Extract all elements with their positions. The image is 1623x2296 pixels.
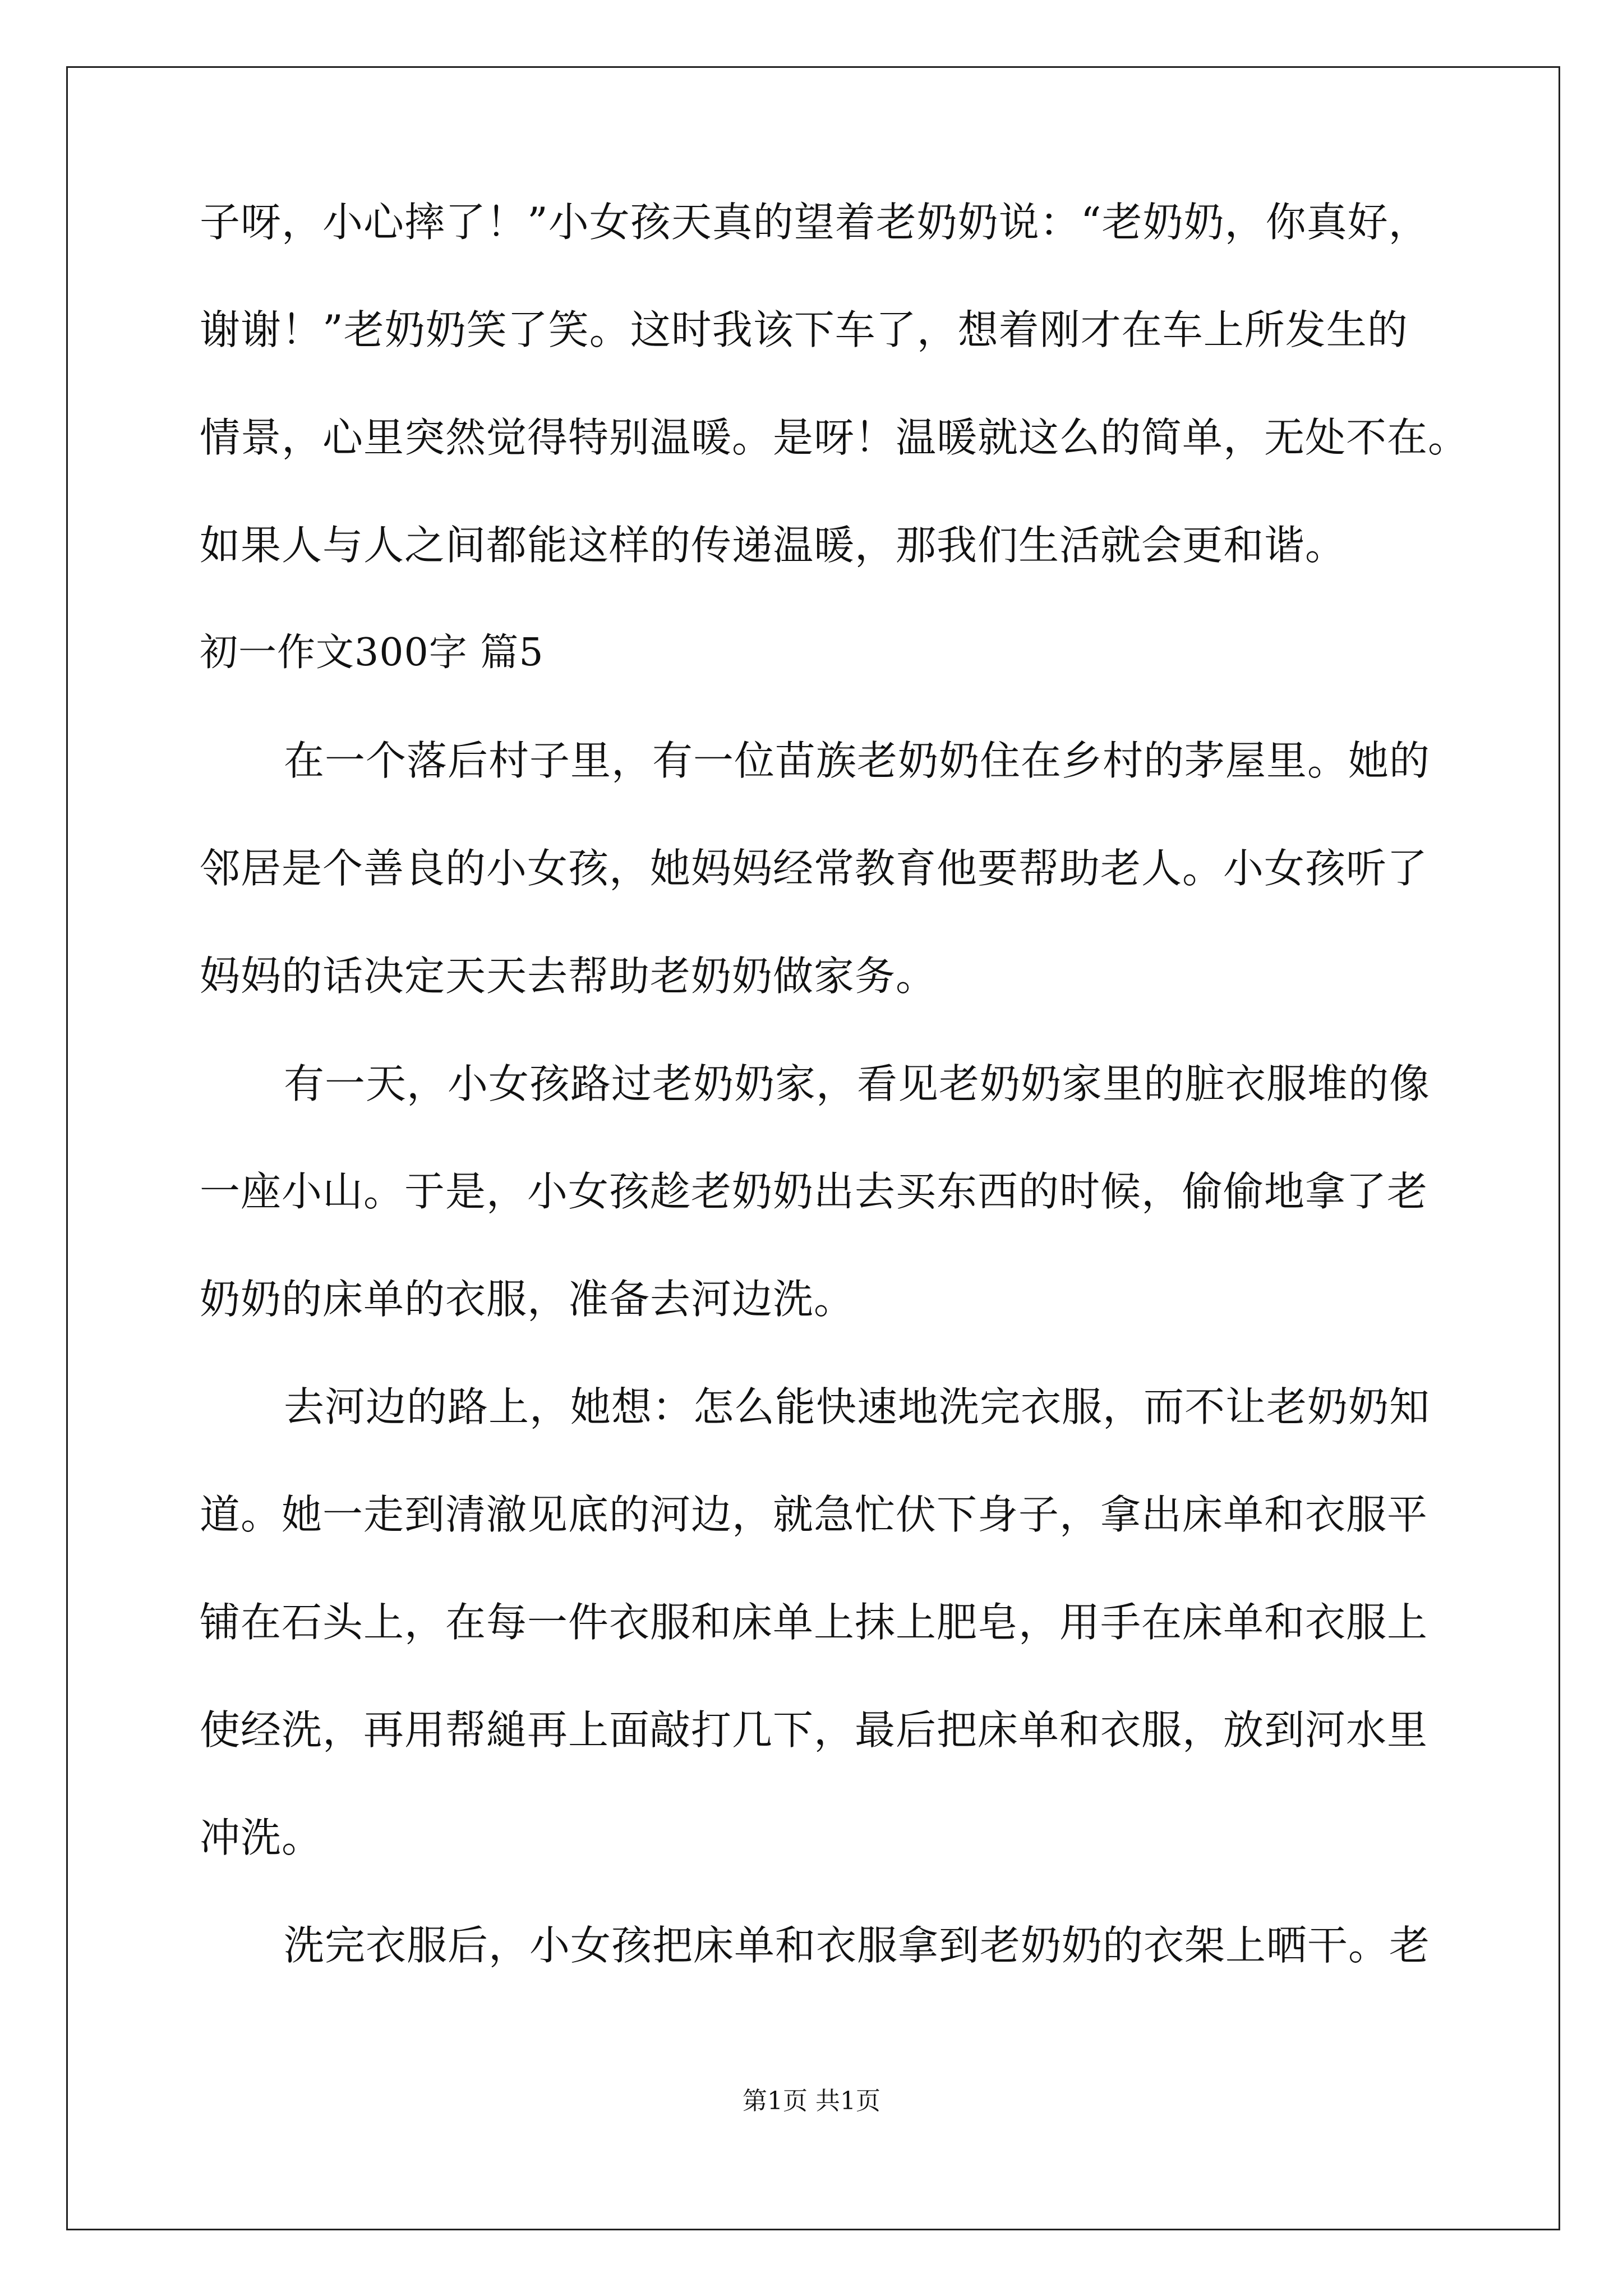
page-number: 第1页 共1页 — [743, 2087, 880, 2115]
text-line: 谢谢！”老奶奶笑了笑。这时我该下车了，想着刚才在车上所发生的 — [200, 306, 1408, 353]
section-heading: 初一作文300字 篇5 — [200, 631, 544, 675]
text-line: 道。她一走到清澈见底的河边，就急忙伏下身子，拿出床单和衣服平 — [200, 1491, 1428, 1538]
text-line: 奶奶的床单的衣服，准备去河边洗。 — [200, 1276, 855, 1323]
paragraph-first-line: 洗完衣服后，小女孩把床单和衣服拿到老奶奶的衣架上晒干。老 — [284, 1922, 1431, 1969]
paragraph-first-line: 在一个落后村子里，有一位苗族老奶奶住在乡村的茅屋里。她的 — [284, 737, 1431, 784]
text-line: 如果人与人之间都能这样的传递温暖，那我们生活就会更和谐。 — [200, 522, 1347, 569]
paragraph-first-line: 去河边的路上，她想：怎么能快速地洗完衣服，而不让老奶奶知 — [284, 1383, 1431, 1430]
text-line: 铺在石头上，在每一件衣服和床单上抹上肥皂，用手在床单和衣服上 — [200, 1599, 1428, 1646]
document-body — [200, 199, 1469, 2033]
text-line: 子呀，小心摔了！”小女孩天真的望着老奶奶说：“老奶奶，你真好， — [200, 199, 1430, 246]
text-line: 一座小山。于是，小女孩趁老奶奶出去买东西的时候，偷偷地拿了老 — [200, 1168, 1428, 1215]
text-line: 邻居是个善良的小女孩，她妈妈经常教育他要帮助老人。小女孩听了 — [200, 845, 1428, 892]
text-line: 情景，心里突然觉得特别温暖。是呀！温暖就这么的简单，无处不在。 — [200, 414, 1469, 461]
text-line: 妈妈的话决定天天去帮助老奶奶做家务。 — [200, 953, 937, 1000]
text-line: 使经洗，再用帮縋再上面敲打几下，最后把床单和衣服，放到河水里 — [200, 1706, 1428, 1754]
text-line: 冲洗。 — [200, 1814, 323, 1861]
paragraph-first-line: 有一天，小女孩路过老奶奶家，看见老奶奶家里的脏衣服堆的像 — [284, 1060, 1431, 1107]
